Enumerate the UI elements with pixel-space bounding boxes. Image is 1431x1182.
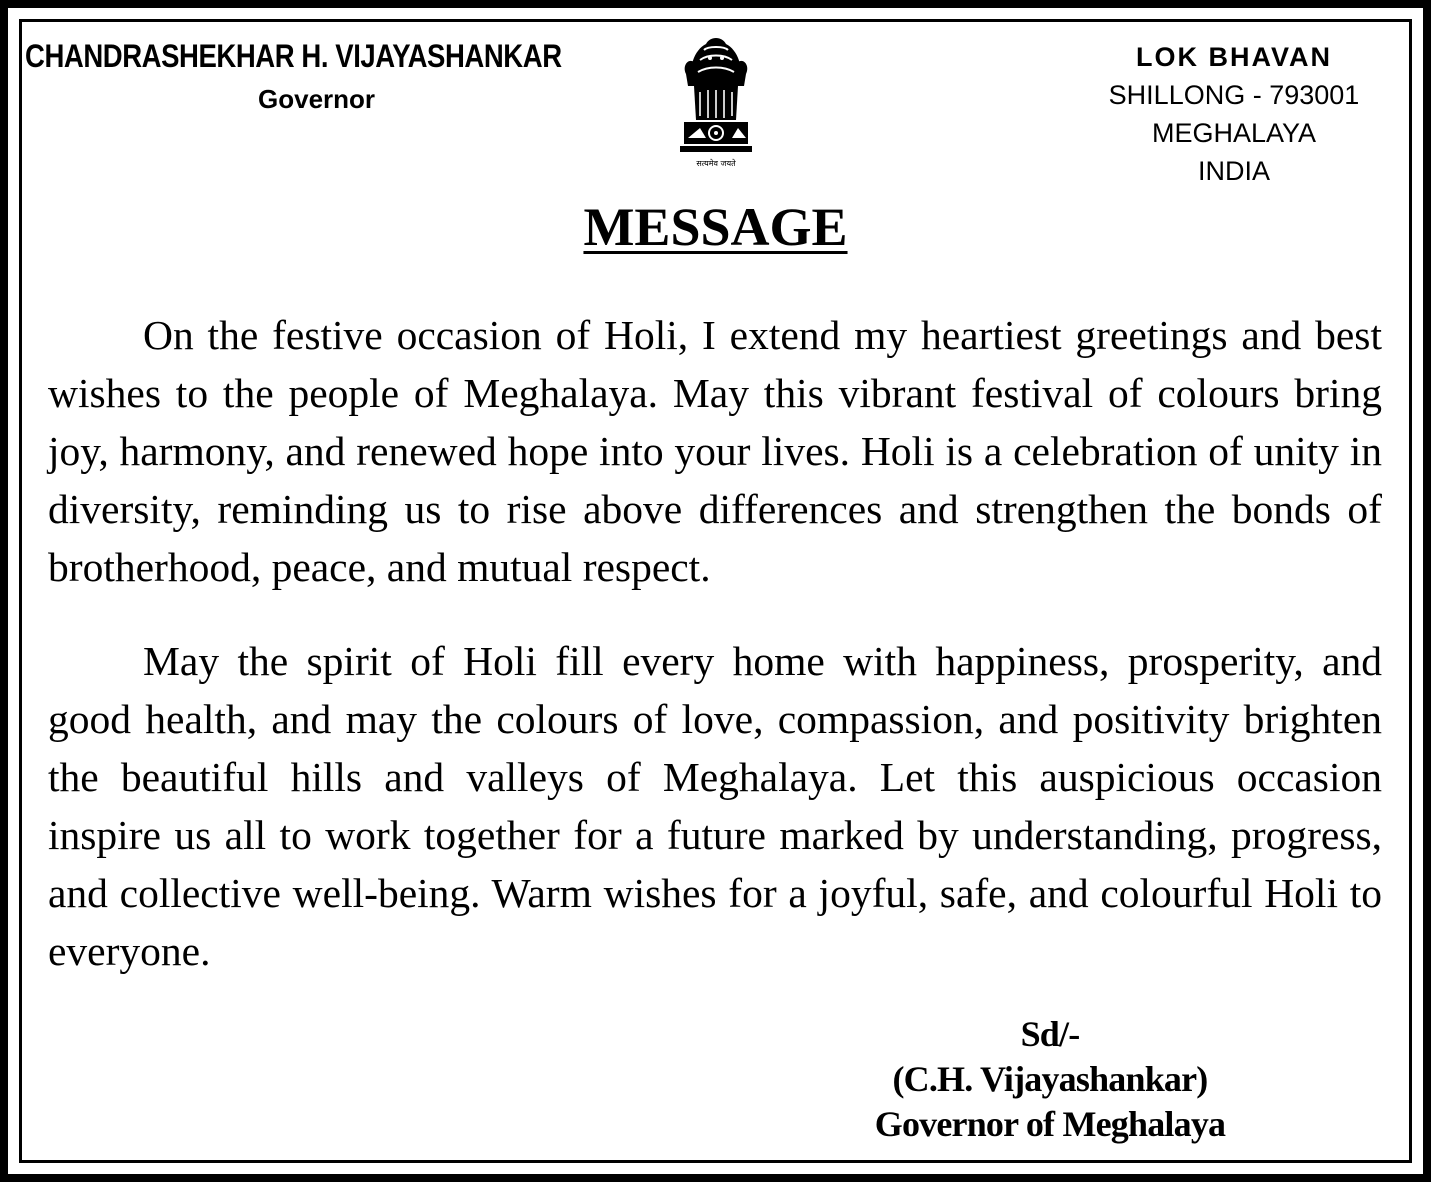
address-line-city: SHILLONG - 793001	[1108, 80, 1360, 110]
sender-name: CHANDRASHEKHAR H. VIJAYASHANKAR	[25, 38, 562, 74]
message-body	[48, 306, 1382, 980]
signature-title: Governor of Meghalaya	[874, 1104, 1226, 1144]
page-title: MESSAGE	[583, 197, 848, 257]
signature-block	[830, 1012, 1270, 1147]
sender-title: Governor	[258, 84, 376, 114]
address-line-state: MEGHALAYA	[1151, 118, 1317, 148]
message-paragraph-1: On the festive occasion of Holi, I extend my heartiest greetings and best wishes to the people of Meghalaya. May this vibrant festival of colours bring joy, harmony, and renewed hope into your lives. Holi is a celebration of unity in diversity, reminding us to rise above differences and strengthen the bonds of brotherhood, peace, and mutual respect.	[48, 312, 1382, 590]
national-emblem-icon	[666, 28, 766, 176]
emblem-motto: सत्यमेव जयते	[696, 159, 736, 168]
message-paragraph-2: May the spirit of Holi fill every home with happiness, prosperity, and good health, and may the colours of love, compassion, and positivity brighten the beautiful hills and valleys of Meghalaya. Let this auspicious occasion inspire us all to work together for a future marked by understanding, progress, and collective well-being. Warm wishes for a joyful, safe, and colourful Holi to everyone.	[48, 638, 1382, 974]
signature-name: (C.H. Vijayashankar)	[892, 1059, 1208, 1099]
address-line-office: LOK BHAVAN	[1136, 42, 1332, 72]
address-line-country: INDIA	[1197, 156, 1270, 186]
signature-sd: Sd/-	[1020, 1014, 1080, 1054]
address-block	[1084, 38, 1384, 190]
